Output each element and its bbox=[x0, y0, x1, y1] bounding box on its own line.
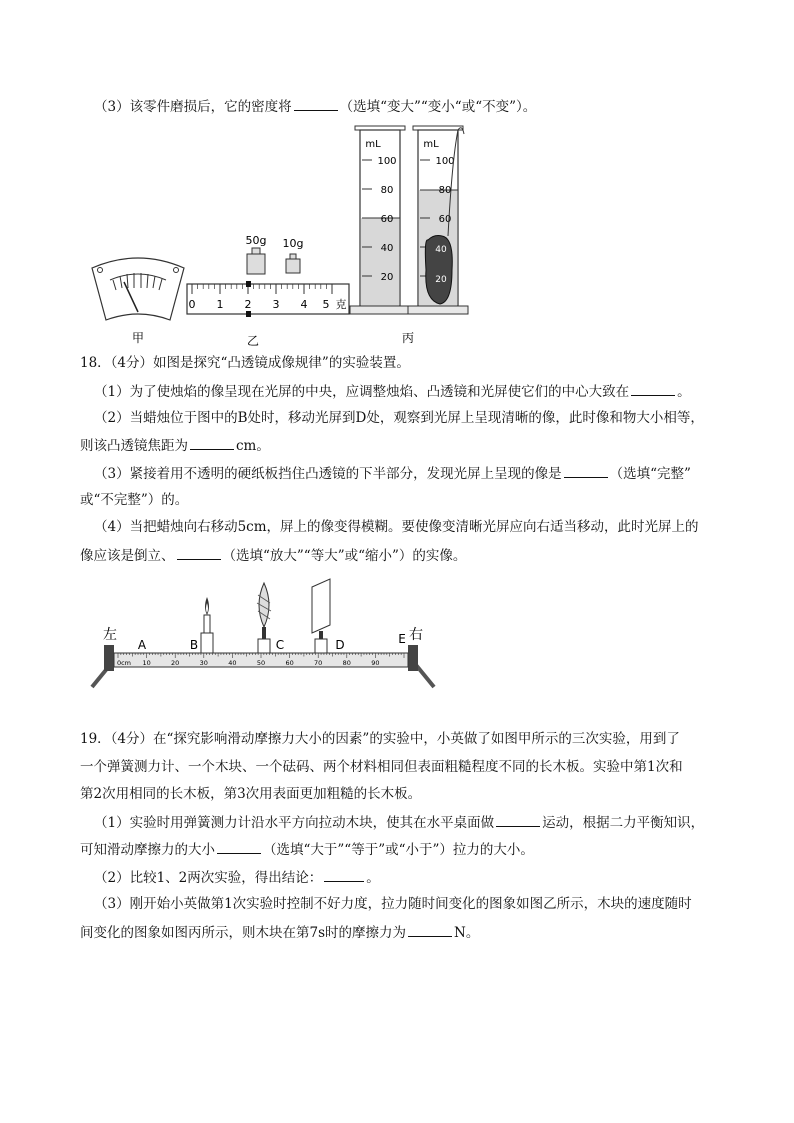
q19-part1-line2: 可知滑动摩擦力的大小 （选填“大于”“等于”或“小于”）拉力的大小。 bbox=[80, 842, 534, 858]
fig-label-jia: 甲 bbox=[131, 331, 145, 345]
scale-tick-1: 1 bbox=[216, 298, 224, 311]
q19-part1-line1: （1）实验时用弹簧测力计沿水平方向拉动木块，使其在水平桌面做 运动，根据二力平衡知识， bbox=[94, 815, 705, 831]
scale-tick-3: 3 bbox=[272, 298, 280, 311]
convex-lens bbox=[257, 583, 271, 653]
rail-tick-label: 60 bbox=[285, 659, 294, 667]
balance-ruler bbox=[187, 234, 349, 317]
weight-50g-label: 50g bbox=[245, 234, 267, 247]
scale-tick-4: 4 bbox=[300, 298, 308, 311]
light-screen bbox=[312, 579, 330, 653]
bench-left-post bbox=[104, 645, 114, 671]
fig-label-yi: 乙 bbox=[246, 334, 260, 348]
cyl1-tick-100: 100 bbox=[377, 156, 397, 167]
weight-50g bbox=[247, 248, 265, 274]
q19-stem-line2: 一个弹簧测力计、一个木块、一个砝码、两个材料相同但表面粗糙程度不同的长木板。实验中第1次和 bbox=[80, 759, 683, 775]
object-label-20: 20 bbox=[435, 275, 447, 285]
q19-stem-line1: 19．（4分）在“探究影响滑动摩擦力大小的因素”的实验中，小英做了如图甲所示的三次实验，用到了 bbox=[80, 731, 680, 747]
point-D: D bbox=[335, 638, 345, 652]
point-A: A bbox=[137, 638, 147, 652]
q18-stem: 18．（4分）如图是探究“凸透镜成像规律”的实验装置。 bbox=[80, 355, 410, 371]
scale-tick-0: 0 bbox=[188, 298, 196, 311]
q18-part4-line2: 像应该是倒立、 （选填“放大”“等大”或“缩小”）的实像。 bbox=[80, 548, 467, 564]
rider-marker-bottom bbox=[246, 311, 251, 317]
cyl1-tick-20: 20 bbox=[380, 272, 394, 283]
point-B: B bbox=[189, 638, 199, 652]
cyl1-tick-80: 80 bbox=[380, 185, 394, 196]
q19-part2: （2）比较1、2两次实验，得出结论： 。 bbox=[94, 870, 380, 886]
rail-tick-label: 30 bbox=[199, 659, 208, 667]
object-label-40: 40 bbox=[435, 245, 447, 255]
candle bbox=[201, 597, 213, 653]
weight-10g-label: 10g bbox=[282, 237, 304, 250]
cyl1-tick-60: 60 bbox=[380, 214, 394, 225]
answer-blank[interactable] bbox=[294, 97, 338, 111]
point-C: C bbox=[275, 638, 285, 652]
spring-scale-dial bbox=[92, 258, 184, 320]
rail-tick-label: 90 bbox=[371, 659, 380, 667]
cyl1-tick-40: 40 bbox=[380, 243, 394, 254]
point-E: E bbox=[398, 632, 406, 646]
scale-tick-5: 5 bbox=[322, 298, 330, 311]
q18-part2-line2: 则该凸透镜焦距为 cm。 bbox=[80, 438, 270, 454]
cyl1-unit: mL bbox=[365, 139, 381, 150]
bench-right-label: 右 bbox=[409, 627, 423, 643]
answer-blank[interactable] bbox=[496, 813, 540, 827]
rail-tick-label: 50 bbox=[256, 659, 266, 667]
cyl2-tick-60: 60 bbox=[438, 214, 452, 225]
rail-tick-label: 40 bbox=[228, 659, 237, 667]
answer-blank[interactable] bbox=[190, 436, 234, 450]
q19-stem-line3: 第2次用相同的长木板，第3次用表面更加粗糙的长木板。 bbox=[80, 786, 422, 802]
q17-figures bbox=[0, 120, 794, 350]
weight-10g bbox=[286, 254, 300, 273]
answer-blank[interactable] bbox=[631, 382, 675, 396]
graduated-cylinder-2 bbox=[408, 126, 468, 314]
bench-right-post bbox=[408, 645, 418, 671]
answer-blank[interactable] bbox=[324, 868, 364, 882]
q18-part3-line2: 或“不完整”）的。 bbox=[80, 492, 189, 508]
answer-blank[interactable] bbox=[177, 546, 221, 560]
bench-left-label: 左 bbox=[103, 627, 117, 643]
rail-tick-label: 20 bbox=[171, 659, 180, 667]
cyl2-tick-100: 100 bbox=[435, 156, 455, 167]
rail-tick-label: 0cm bbox=[116, 659, 132, 667]
graduated-cylinder-1 bbox=[350, 126, 410, 314]
cyl2-unit: mL bbox=[423, 139, 439, 150]
answer-blank[interactable] bbox=[564, 464, 608, 478]
q18-part3-line1: （3）紧接着用不透明的硬纸板挡住凸透镜的下半部分，发现光屏上呈现的像是 （选填“完整” bbox=[94, 466, 691, 482]
q18-part4-line1: （4）当把蜡烛向右移动5cm，屏上的像变得模糊。要使像变清晰光屏应向右适当移动，此时光屏上的 bbox=[94, 519, 699, 535]
fig-label-bing: 丙 bbox=[401, 331, 415, 345]
optical-bench-figure bbox=[0, 575, 794, 705]
q19-part3-line1: （3）刚开始小英做第1次实验时控制不好力度，拉力随时间变化的图象如图乙所示，木块的速度随时 bbox=[94, 896, 692, 912]
answer-blank[interactable] bbox=[217, 840, 261, 854]
rail-tick-label: 80 bbox=[342, 659, 351, 667]
q18-part1: （1）为了使烛焰的像呈现在光屏的中央，应调整烛焰、凸透镜和光屏使它们的中心大致在 。 bbox=[94, 384, 691, 400]
q18-part2-line1: （2）当蜡烛位于图中的B处时，移动光屏到D处，观察到光屏上呈现清晰的像，此时像和物大小相等， bbox=[94, 410, 704, 426]
scale-tick-2: 2 bbox=[244, 298, 252, 311]
rail-tick-label: 10 bbox=[142, 659, 151, 667]
q17-part3: （3）该零件磨损后，它的密度将 （选填“变大”“变小“或“不变”）。 bbox=[94, 99, 537, 115]
answer-blank[interactable] bbox=[408, 923, 452, 937]
rail-tick-label: 70 bbox=[314, 659, 323, 667]
q19-part3-line2: 间变化的图象如图丙所示，则木块在第7s时的摩擦力为 N。 bbox=[80, 925, 480, 941]
scale-unit: 克 bbox=[335, 298, 347, 311]
rider-marker-top bbox=[246, 281, 251, 287]
cyl2-tick-80: 80 bbox=[438, 185, 452, 196]
